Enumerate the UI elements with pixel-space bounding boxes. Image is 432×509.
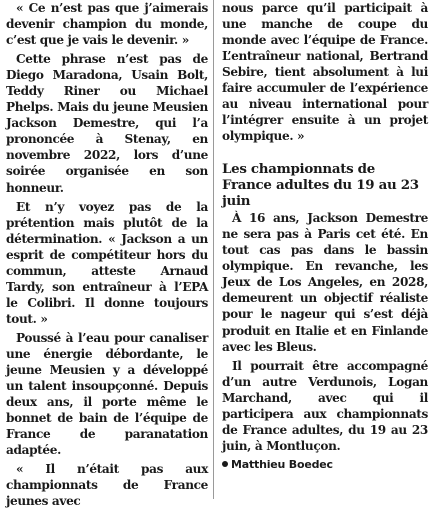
body-paragraph-continued: nous parce qu’il participait à une manche de coupe du monde avec l’équipe de France. L’entraîneur national, Bertrand Sebire, tient absolument à lui faire accumuler de l’expérience au niveau international pour l’intégrer ensuite à un projet olympique. » bbox=[222, 1, 428, 144]
author-signature bbox=[222, 457, 428, 473]
article-left-column bbox=[6, 0, 208, 509]
bullet-icon bbox=[222, 461, 228, 467]
author-name: Matthieu Boedec bbox=[231, 457, 333, 471]
quote-paragraph: « Ce n’est pas que j’aimerais devenir champion du monde, c’est que je vais le devenir. » bbox=[6, 1, 208, 48]
body-paragraph: À 16 ans, Jackson Demestre ne sera pas à Paris cet été. En tout cas pas dans le bassin olympique. En revanche, les Jeux de Los Angeles, en 2028, demeurent un objectif réaliste pour le nageur qui s’est déjà produit en Italie et en Finlande avec les Bleus. bbox=[222, 211, 428, 354]
body-paragraph: Et n’y voyez pas de la prétention mais plutôt de la détermination. « Jackson a un esprit de compétiteur hors du commun, atteste Arnaud Tardy, son entraîneur à l’EPA le Colibri. Il donne toujours tout. » bbox=[6, 199, 208, 326]
column-divider bbox=[213, 0, 214, 499]
section-subheading: Les championnats de France adultes du 19 au 23 juin bbox=[222, 161, 419, 209]
article-right-column bbox=[222, 0, 428, 473]
body-paragraph: Il pourrait être accompagné d’un autre Verdunois, Logan Marchand, avec qui il participera aux championnats de France adultes, du 19 au 23 juin, à Montluçon. bbox=[222, 358, 428, 453]
body-paragraph: Poussé à l’eau pour canaliser une énergie débordante, le jeune Meusien y a développé un talent insoupçonné. Depuis deux ans, il porte même le bonnet de bain de l’équipe de France de paranatation adaptée. bbox=[6, 330, 208, 458]
body-paragraph: Cette phrase n’est pas de Diego Maradona, Usain Bolt, Teddy Riner ou Michael Phelps. Mais du jeune Meusien Jackson Demestre, qui l’a prononcée à Stenay, en novembre 2022, lors d’une soirée organisée en son honneur. bbox=[6, 52, 208, 195]
body-paragraph: « Il n’était pas aux championnats de France jeunes avec bbox=[6, 462, 208, 509]
